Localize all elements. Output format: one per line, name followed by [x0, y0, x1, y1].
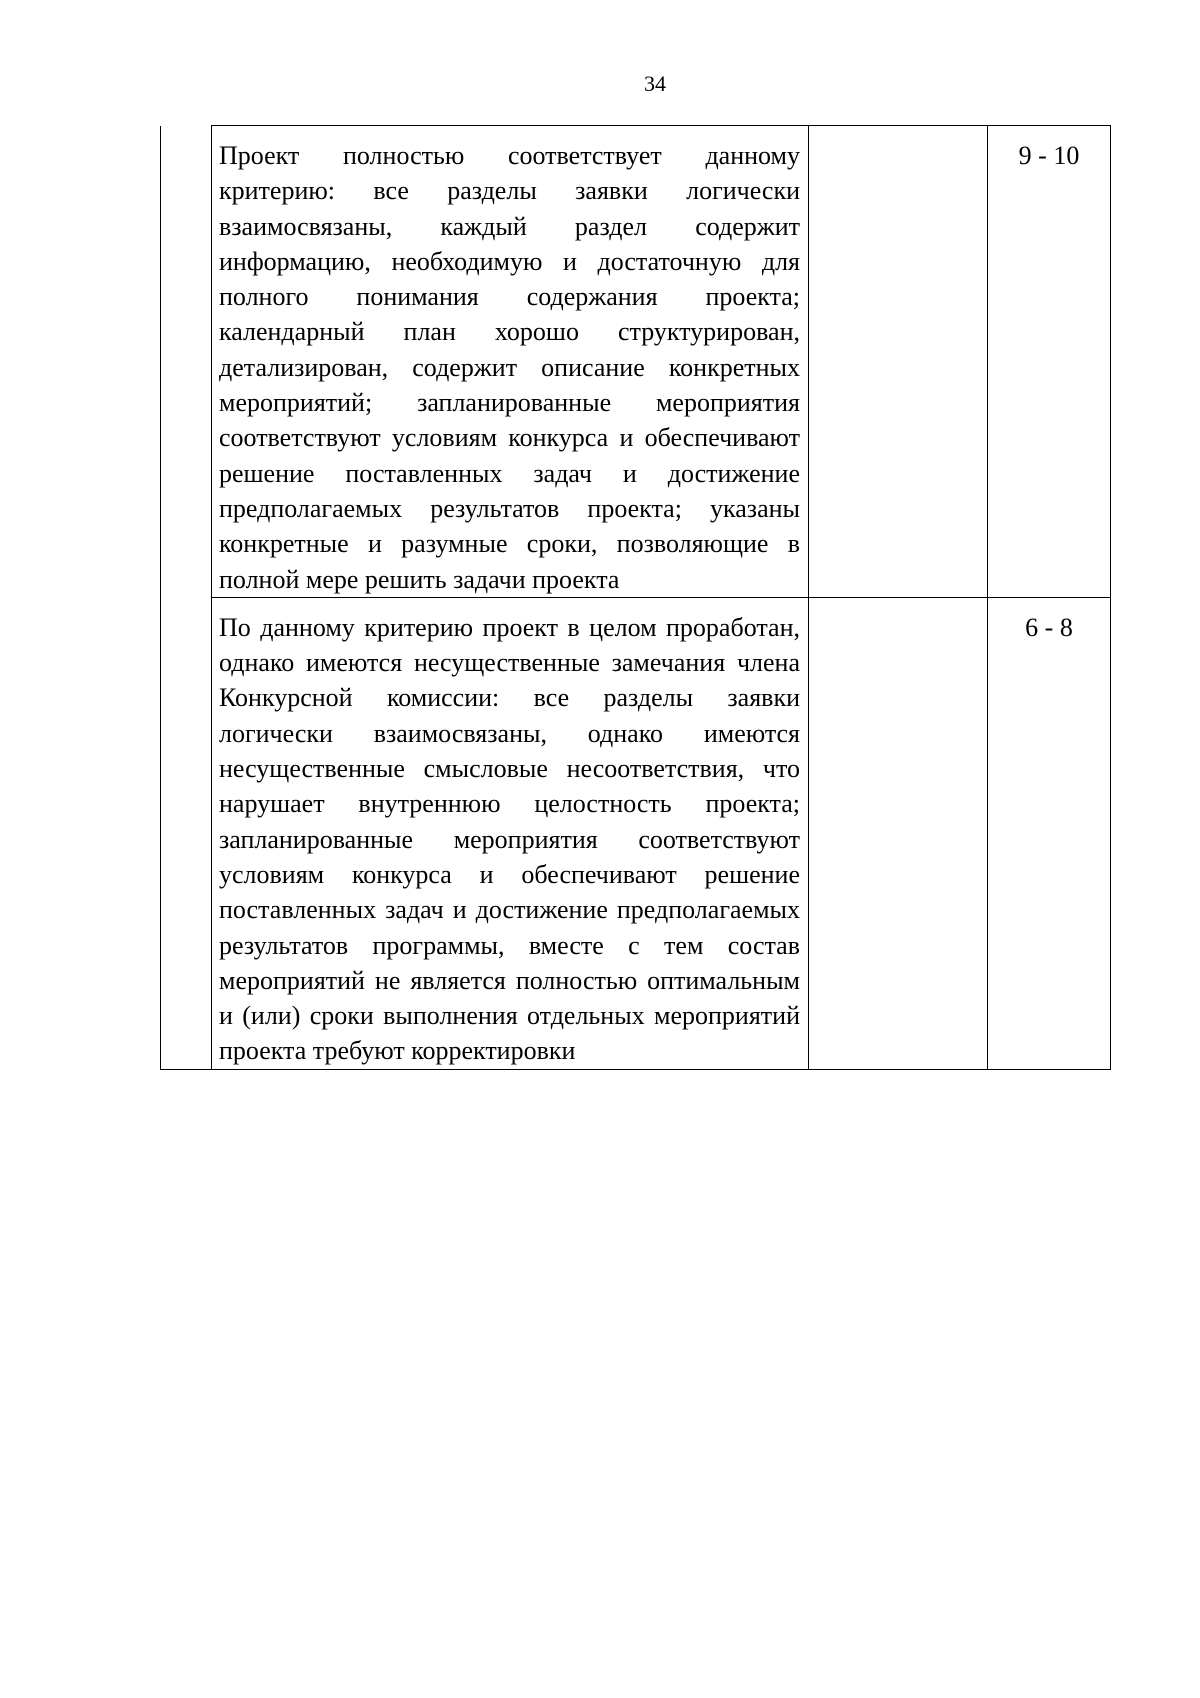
- criterion-description-cell: [212, 597, 809, 1069]
- score-cell: [988, 597, 1111, 1069]
- empty-cell: [809, 126, 988, 598]
- page-number: 34: [644, 71, 666, 96]
- empty-cell: [809, 597, 988, 1069]
- score-range: 9 - 10: [1018, 141, 1080, 170]
- table-row: [161, 597, 1111, 1069]
- criteria-table: [160, 125, 1111, 1070]
- criterion-description: По данному критерию проект в целом проработан, однако имеются несущественные замечания члена Конкурсной комиссии: все разделы заявки логически взаимосвязаны, однако имеются несущественные смысловые несоответствия, что нарушает внутреннюю целостность проекта; запланированные мероприятия соответствуют условиям конкурса и обеспечивают решение поставленных задач и достижение предполагаемых результатов программы, вместе с тем состав мероприятий не является полностью оптимальным и (или) сроки выполнения отдельных мероприятий проекта требуют корректировки: [219, 612, 800, 1066]
- score-cell: [988, 126, 1111, 598]
- score-range: 6 - 8: [1025, 612, 1073, 642]
- criterion-description-cell: [212, 126, 809, 598]
- table-row: [161, 126, 1111, 598]
- criterion-column-cell: [161, 126, 212, 1070]
- criterion-description: Проект полностью соответствует данному критерию: все разделы заявки логически взаимосвязаны, каждый раздел содержит информацию, необходимую и достаточную для полного понимания содержания проекта; календарный план хорошо структурирован, детализирован, содержит описание конкретных мероприятий; запланированные мероприятия соответствуют условиям конкурса и обеспечивают решение поставленных задач и достижение предполагаемых результатов проекта; указаны конкретные и разумные сроки, позволяющие в полной мере решить задачи проекта: [219, 141, 800, 594]
